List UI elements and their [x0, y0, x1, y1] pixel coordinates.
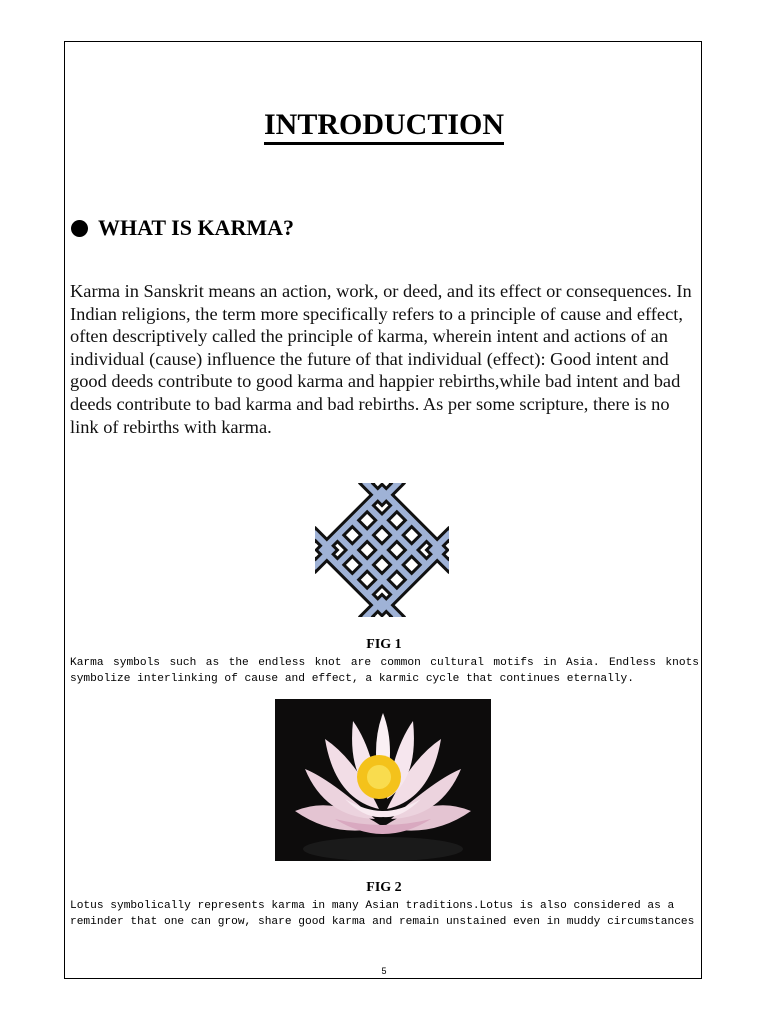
section-heading-text: WHAT IS KARMA? — [98, 215, 294, 240]
fig1-caption: Karma symbols such as the endless knot are common cultural motifs in Asia. Endless knots symbolize interlinking of cause and effect, a karmic cycle that continues eternally. — [70, 657, 699, 685]
karma-paragraph: Karma in Sanskrit means an action, work, or deed, and its effect or consequences. In Indian religions, the term more specifically refers to a principle of cause and effect, often descriptively called the principle of karma, wherein intent and actions of an individual (cause) influence the future of that individual (effect): Good intent and good deeds contribute to good karma and happier rebirths,while bad intent and bad deeds contribute to bad karma and bad rebirths. As per some scripture, there is no link of rebirths with karma. — [70, 281, 692, 437]
page-number: 5 — [381, 966, 387, 976]
section-heading — [71, 215, 294, 241]
bullet-icon — [71, 220, 88, 237]
endless-knot-icon — [315, 483, 449, 617]
fig1-label: FIG 1 — [366, 637, 402, 652]
page-title-text: INTRODUCTION — [264, 108, 504, 145]
lotus-flower-icon — [275, 699, 491, 861]
lotus-image — [275, 699, 491, 861]
page-title — [0, 108, 768, 145]
fig2-label: FIG 2 — [366, 880, 402, 895]
fig2-caption: Lotus symbolically represents karma in many Asian traditions.Lotus is also considered as a reminder that one can grow, share good karma and remain unstained even in muddy circumstances — [70, 900, 695, 928]
